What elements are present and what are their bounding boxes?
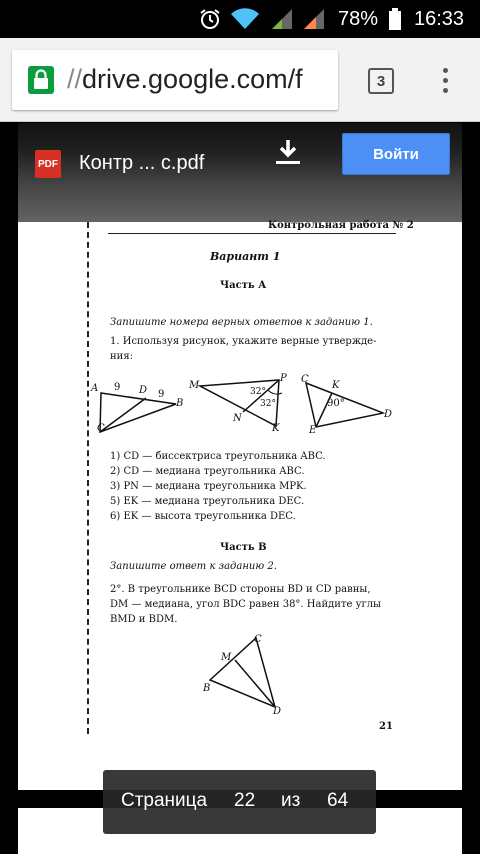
task1-line1: 1. Используя рисунок, укажите верные утвержде- xyxy=(110,336,377,347)
label-m: M xyxy=(189,380,200,391)
label-a: A xyxy=(91,383,99,394)
pdf-file-icon: PDF xyxy=(35,150,61,178)
variant-title: Вариант 1 xyxy=(210,250,281,263)
label-b: B xyxy=(176,398,184,409)
status-bar xyxy=(0,0,480,38)
margin-line xyxy=(87,222,90,734)
battery-percent: 78% xyxy=(338,7,379,30)
task2-line1: 2°. В треугольнике BCD стороны BD и CD равны, xyxy=(110,584,371,595)
label-d: D xyxy=(139,385,148,396)
header-rule xyxy=(108,233,396,234)
instruction-b: Запишите ответ к заданию 2. xyxy=(110,561,277,572)
label-k2: K xyxy=(332,380,340,391)
signal-icon-2 xyxy=(302,0,326,38)
tab-switcher-button[interactable]: 3 xyxy=(368,68,394,94)
option-1: 1) CD — биссектриса треугольника ABC. xyxy=(110,451,326,462)
wifi-icon xyxy=(230,0,260,38)
option-5: 5) EK — медиана треугольника DEC. xyxy=(110,496,305,507)
label-d3: D xyxy=(273,706,282,717)
label-m2: M xyxy=(221,652,232,663)
label-k: K xyxy=(272,423,280,434)
browser-toolbar xyxy=(0,38,480,122)
page-header: Контрольная работа № 2 xyxy=(268,220,414,231)
task1-line2: ния: xyxy=(110,351,134,362)
label-p: P xyxy=(280,373,287,384)
label-9b: 9 xyxy=(158,389,165,400)
current-page: 22 xyxy=(234,790,256,811)
file-name: Контр ... c.pdf xyxy=(79,152,205,174)
download-icon[interactable] xyxy=(276,138,300,166)
total-pages: 64 xyxy=(327,790,349,811)
figure-triangle-bcd xyxy=(198,632,288,712)
part-a-title: Часть А xyxy=(220,280,267,291)
label-d2: D xyxy=(384,409,393,420)
label-b2: B xyxy=(203,683,211,694)
page-label: Страница xyxy=(121,790,208,811)
option-6: 6) EK — высота треугольника DEC. xyxy=(110,511,296,522)
label-c2: C xyxy=(301,374,309,385)
overflow-menu-icon[interactable] xyxy=(436,66,456,96)
task2-line2: DM — медиана, угол BDC равен 38°. Найдите углы xyxy=(110,599,382,610)
label-c3: C xyxy=(254,634,262,645)
url-field[interactable] xyxy=(12,50,338,110)
instruction-a: Запишите номера верных ответов к заданию 1. xyxy=(110,317,373,328)
angle-32a: 32° xyxy=(250,387,266,397)
signal-icon-1 xyxy=(270,0,294,38)
clock: 16:33 xyxy=(414,7,465,30)
lock-icon xyxy=(28,66,54,94)
url-text: //drive.google.com/f xyxy=(67,64,303,94)
option-2: 2) CD — медиана треугольника ABC. xyxy=(110,466,305,477)
figure-triangle-mpk xyxy=(188,374,308,434)
angle-32b: 32° xyxy=(260,399,276,409)
page-separator: из xyxy=(281,790,301,811)
part-b-title: Часть В xyxy=(220,542,267,553)
angle-90: 90° xyxy=(327,398,345,409)
pdf-page xyxy=(18,222,462,790)
label-n: N xyxy=(233,413,242,424)
battery-icon xyxy=(388,0,402,38)
option-3: 3) PN — медиана треугольника MPK. xyxy=(110,481,307,492)
alarm-icon xyxy=(198,0,222,38)
label-9a: 9 xyxy=(114,382,121,393)
page-indicator xyxy=(103,770,376,834)
label-c: C xyxy=(97,423,105,434)
task2-line3: BMD и BDM. xyxy=(110,614,178,625)
page-number: 21 xyxy=(379,721,393,732)
label-e: E xyxy=(309,425,317,436)
signin-button[interactable]: Войти xyxy=(342,133,450,175)
